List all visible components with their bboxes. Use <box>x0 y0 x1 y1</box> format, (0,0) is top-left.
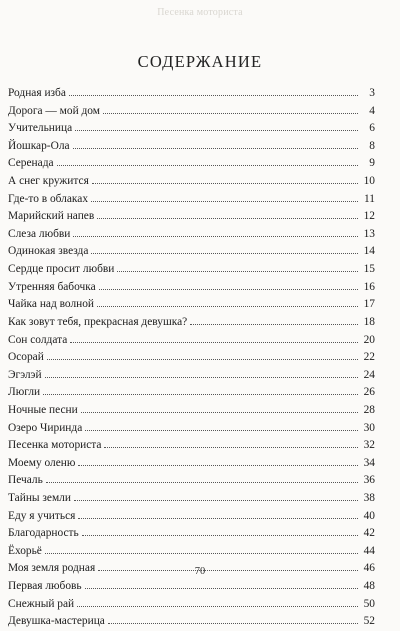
toc-entry-title: Осорай <box>8 351 44 364</box>
dot-leader <box>97 217 358 219</box>
dot-leader <box>57 164 358 166</box>
toc-entry-page: 3 <box>369 87 375 99</box>
toc-entry <box>8 261 375 279</box>
toc-entry-title: Одинокая звезда <box>8 245 89 258</box>
toc-entry <box>8 384 375 402</box>
toc-entry-page: 42 <box>363 527 375 540</box>
dot-leader <box>97 305 358 307</box>
toc-entry-title: Родная изба <box>8 87 66 99</box>
toc-entry-title: Как зовут тебя, прекрасная девушка? <box>8 315 188 328</box>
dot-leader <box>73 235 358 237</box>
toc-entry-page: 9 <box>369 157 375 170</box>
dot-leader <box>69 94 358 96</box>
toc-entry-title: Серенада <box>8 157 54 170</box>
toc-entry-title: Сердце просит любви <box>8 263 115 276</box>
toc-entry-page: 46 <box>363 562 375 575</box>
page-number: 70 <box>194 566 206 577</box>
dot-leader <box>190 323 358 325</box>
toc-entry <box>8 472 375 490</box>
toc-entry <box>8 226 375 244</box>
toc-entry-page: 16 <box>363 280 375 293</box>
toc-entry-title: Дорога — мой дом <box>8 104 100 117</box>
toc-entry-page: 50 <box>363 597 375 610</box>
dot-leader <box>78 464 358 466</box>
toc-entry <box>8 138 375 156</box>
dot-leader <box>74 499 358 501</box>
toc-entry-page: 24 <box>363 368 375 381</box>
toc-entry <box>8 420 375 438</box>
toc-entry <box>8 578 375 596</box>
toc-entry-page: 28 <box>363 403 375 416</box>
toc-entry-title: Утренняя бабочка <box>8 280 96 293</box>
toc-entry-page: 13 <box>363 227 375 240</box>
toc-entry <box>8 85 375 103</box>
dot-leader <box>108 622 358 624</box>
toc-entry-page: 48 <box>363 580 375 593</box>
toc-entry-page: 10 <box>363 175 375 188</box>
toc-entry-page: 40 <box>363 509 375 522</box>
toc-entry-title: Моему оленю <box>8 456 76 469</box>
dot-leader <box>91 252 358 254</box>
dot-leader <box>45 552 358 554</box>
toc-entry <box>8 349 375 367</box>
toc-entry-page: 30 <box>363 421 375 434</box>
toc-entry-page: 52 <box>363 615 375 628</box>
dot-leader <box>77 605 358 607</box>
toc-entry-title: Сон солдата <box>8 333 68 346</box>
toc-entry-title: Ночные песни <box>8 403 78 416</box>
dot-leader <box>91 200 358 202</box>
dot-leader <box>82 534 358 536</box>
toc-entry-page: 20 <box>363 333 375 346</box>
toc-entry <box>8 490 375 508</box>
dot-leader <box>99 288 358 290</box>
toc-entry-title: Где-то в облаках <box>8 192 89 205</box>
dot-leader <box>103 112 358 114</box>
toc-entry <box>8 437 375 455</box>
toc-entry <box>8 613 375 631</box>
toc-entry-title: Девушка-мастерица <box>8 615 105 628</box>
toc-entry <box>8 279 375 297</box>
dot-leader <box>85 587 358 589</box>
dot-leader <box>92 182 358 184</box>
dot-leader <box>85 429 358 431</box>
toc-entry-title: Снежный рай <box>8 597 75 610</box>
toc-entry <box>8 103 375 121</box>
toc-entry-title: Йошкар-Ола <box>8 139 70 152</box>
toc-entry-page: 32 <box>363 439 375 452</box>
toc-entry-page: 14 <box>363 245 375 258</box>
toc-entry-title: Первая любовь <box>8 580 82 593</box>
dot-leader <box>78 517 358 519</box>
dot-leader <box>45 376 358 378</box>
toc-entry-page: 12 <box>363 210 375 223</box>
toc-entry-title: Эгэлэй <box>8 368 42 381</box>
toc-entry <box>8 296 375 314</box>
dot-leader <box>75 129 358 131</box>
toc-entry-page: 22 <box>363 351 375 364</box>
toc-entry-page: 36 <box>363 474 375 487</box>
dot-leader <box>43 393 358 395</box>
toc-entry-page: 15 <box>363 263 375 276</box>
toc-entry <box>8 243 375 261</box>
toc-entry-page: 6 <box>369 122 375 135</box>
toc-entry-page: 38 <box>363 492 375 505</box>
toc-entry-title: Чайка над волной <box>8 298 95 311</box>
toc-entry-page: 18 <box>363 315 375 328</box>
dot-leader <box>73 147 358 149</box>
toc-entry-title: Учительница <box>8 122 73 135</box>
dot-leader <box>104 446 358 448</box>
running-header: Песенка моториста <box>157 7 243 18</box>
toc-entry-page: 34 <box>363 456 375 469</box>
toc-entry-title: А снег кружится <box>8 175 89 188</box>
toc-entry-title: Тайны земли <box>8 492 71 505</box>
toc-entry-title: Еду я учиться <box>8 509 76 522</box>
page-title: СОДЕРЖАНИЕ <box>137 52 263 71</box>
toc-entry-title: Озеро Чиринда <box>8 421 83 434</box>
toc-entry <box>8 508 375 526</box>
toc-entry <box>8 208 375 226</box>
toc-entry-title: Печаль <box>8 474 43 487</box>
toc-entry-page: 8 <box>369 139 375 152</box>
toc-entry-title: Моя земля родная <box>8 562 96 575</box>
dot-leader <box>70 341 358 343</box>
table-of-contents <box>8 85 375 631</box>
toc-entry <box>8 332 375 350</box>
dot-leader <box>46 481 358 483</box>
dot-leader <box>81 411 358 413</box>
dot-leader <box>47 358 358 360</box>
toc-entry-page: 17 <box>363 298 375 311</box>
toc-entry <box>8 596 375 614</box>
toc-entry-title: Благодарность <box>8 527 79 540</box>
toc-entry <box>8 543 375 561</box>
toc-entry-title: Марийский напев <box>8 210 95 223</box>
toc-entry <box>8 455 375 473</box>
toc-entry-title: Люгли <box>8 386 41 399</box>
dot-leader <box>117 270 358 272</box>
toc-entry <box>8 120 375 138</box>
toc-entry <box>8 191 375 209</box>
toc-entry-title: Песенка моториста <box>8 439 102 452</box>
toc-entry-title: Слеза любви <box>8 227 71 240</box>
toc-entry <box>8 314 375 332</box>
toc-entry <box>8 173 375 191</box>
toc-entry <box>8 367 375 385</box>
toc-entry <box>8 402 375 420</box>
toc-entry <box>8 155 375 173</box>
toc-entry-title: Ёхорьё <box>8 544 42 557</box>
toc-entry-page: 26 <box>363 386 375 399</box>
toc-entry-page: 44 <box>363 544 375 557</box>
toc-entry-page: 11 <box>364 192 375 205</box>
toc-entry <box>8 525 375 543</box>
toc-entry-page: 4 <box>369 104 375 117</box>
